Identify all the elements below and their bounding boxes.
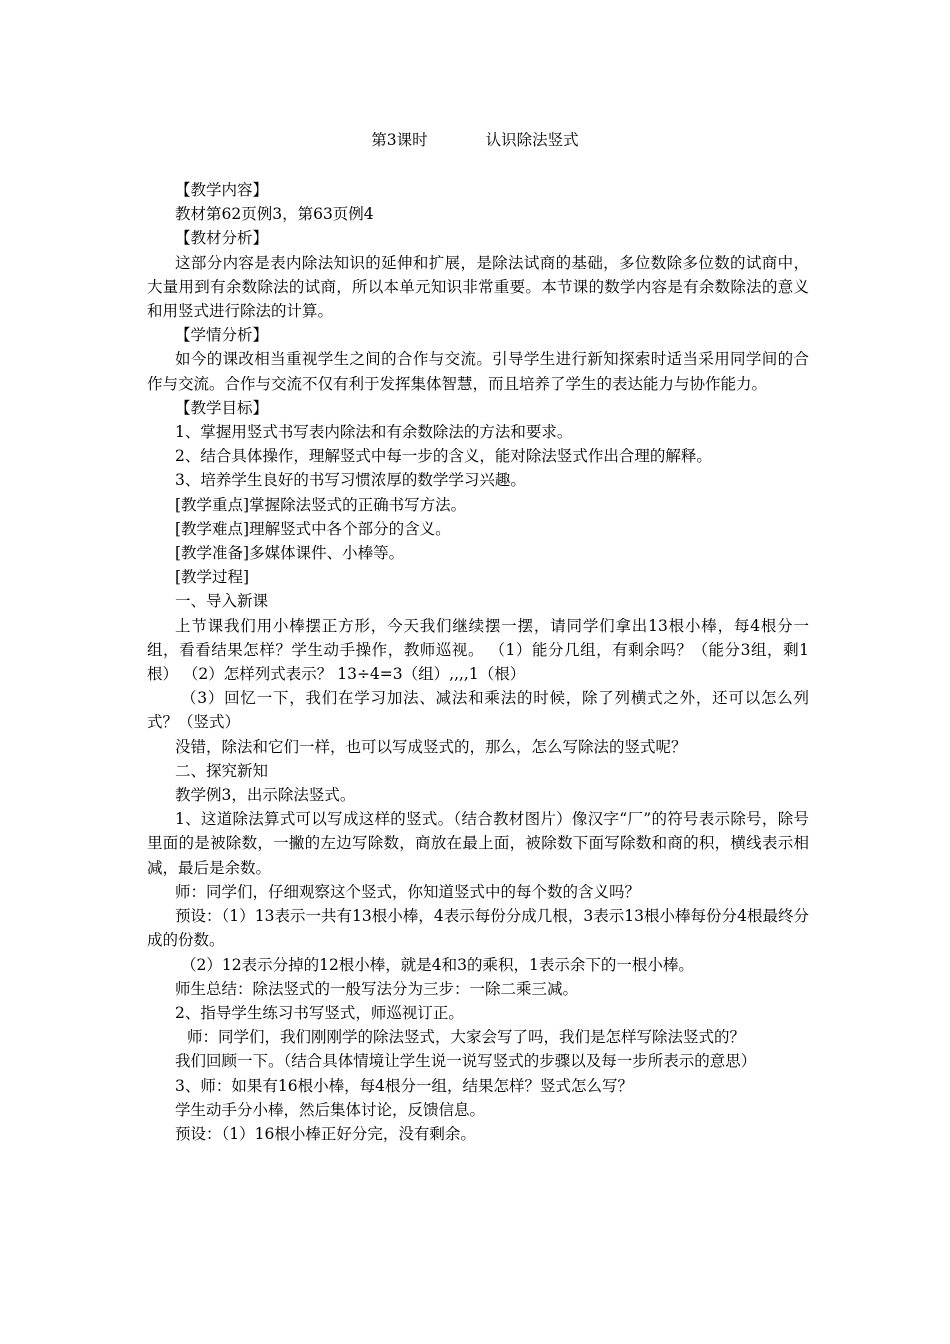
paragraph: 3、师：如果有16根小棒，每4根分一组，结果怎样？竖式怎么写？ [175, 1076, 633, 1095]
paragraph: 预设：（1）13表示一共有13根小棒，4表示每份分成几根，3表示13根小棒每份分4根最终分成的份数。 [147, 907, 809, 950]
heading-teaching-content: 【教学内容】 [175, 181, 269, 199]
paragraph: 2、结合具体操作，理解竖式中每一步的含义，能对除法竖式作出合理的解释。 [175, 447, 712, 466]
paragraph: [教学准备]多媒体课件、小棒等。 [175, 544, 405, 563]
paragraph: 1、掌握用竖式书写表内除法和有余数除法的方法和要求。 [175, 423, 573, 442]
heading-textbook-analysis: 【教材分析】 [175, 229, 269, 248]
paragraph: 上节课我们用小棒摆正方形，今天我们继续摆一摆，请同学们拿出13根小棒，每4根分一组，看看结果怎样？学生动手操作，教师巡视。 （1）能分几组，有剩余吗？（能分3组，剩1根） （2）怎样列式表示？ 13÷4=3（组）,,,,1（根） [147, 616, 809, 684]
paragraph: 这部分内容是表内除法知识的延伸和扩展，是除法试商的基础，多位数除多位数的试商中，大量用到有余数除法的试商，所以本单元知识非常重要。本节课的数学内容是有余数除法的意义和用竖式进行除法的计算。 [147, 253, 809, 321]
paragraph: 师：同学们，仔细观察这个竖式，你知道竖式中的每个数的含义吗？ [175, 882, 641, 901]
section-heading: 二、探究新知 [175, 761, 269, 780]
paragraph: [教学重点]掌握除法竖式的正确书写方法。 [175, 495, 467, 514]
heading-student-analysis: 【学情分析】 [175, 326, 269, 345]
paragraph: 2、指导学生练习书写竖式，师巡视订正。 [175, 1003, 464, 1022]
lesson-number: 第3课时 [371, 131, 428, 149]
paragraph: 3、培养学生良好的书写习惯浓厚的数学学习兴趣。 [175, 471, 526, 490]
section-heading: 一、导入新课 [175, 592, 269, 611]
paragraph: 教材第62页例3，第63页例4 [175, 205, 374, 224]
paragraph: 没错，除法和它们一样，也可以写成竖式的，那么，怎么写除法的竖式呢？ [175, 737, 687, 756]
paragraph: 学生动手分小棒，然后集体讨论，反馈信息。 [175, 1100, 486, 1119]
paragraph: 预设：（1）16根小棒正好分完，没有剩余。 [175, 1124, 476, 1143]
paragraph: 如今的课改相当重视学生之间的合作与交流。引导学生进行新知探索时适当采用同学间的合作与交流。合作与交流不仅有利于发挥集体智慧，而且培养了学生的表达能力与协作能力。 [147, 350, 809, 393]
paragraph: 师：同学们，我们刚刚学的除法竖式，大家会写了吗，我们是怎样写除法竖式的？ [187, 1028, 746, 1047]
page-title [0, 130, 950, 150]
heading-teaching-goals: 【教学目标】 [175, 398, 269, 417]
paragraph: [教学难点]理解竖式中各个部分的含义。 [175, 519, 451, 538]
paragraph: 师生总结：除法竖式的一般写法分为三步：一除二乘三减。 [175, 979, 579, 998]
document-body [147, 178, 809, 1146]
lesson-topic: 认识除法竖式 [485, 131, 579, 149]
paragraph: （2）12表示分掉的12根小棒，就是4和3的乘积，1表示余下的一根小棒。 [181, 955, 694, 974]
paragraph: 1、这道除法算式可以写成这样的竖式。（结合教材图片）像汉字“厂”的符号表示除号，除号里面的是被除数，一撇的左边写除数，商放在最上面，被除数下面写除数和商的积，横线表示相减，最后是余数。 [147, 810, 809, 877]
paragraph: [教学过程] [175, 568, 250, 587]
paragraph: 我们回顾一下。（结合具体情境让学生说一说写竖式的步骤以及每一步所表示的意思） [175, 1052, 757, 1071]
paragraph: 教学例3，出示除法竖式。 [175, 786, 356, 805]
paragraph: （3）回忆一下，我们在学习加法、减法和乘法的时候，除了列横式之外，还可以怎么列式？（竖式） [147, 689, 809, 732]
